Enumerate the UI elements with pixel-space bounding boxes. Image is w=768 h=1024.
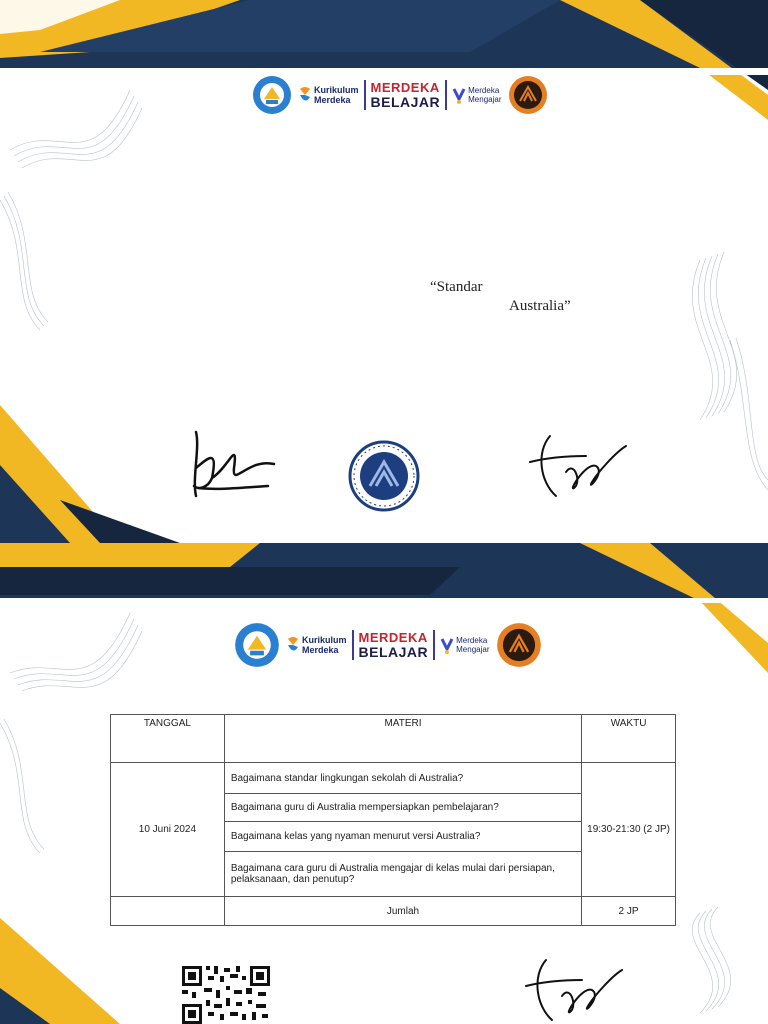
tut-wuri-handayani-logo [234, 622, 280, 668]
merdeka-mengajar-icon [452, 85, 466, 105]
merdeka-belajar-logo [371, 81, 441, 109]
kurikulum-merdeka-logo [286, 635, 347, 655]
merdeka-text: Merdeka [456, 636, 488, 645]
kurikulum-text: Kurikulum [302, 635, 347, 645]
date-cell: 10 Juni 2024 [111, 763, 225, 897]
kurikulum-merdeka-logo [298, 85, 359, 105]
signature-right-page2 [522, 956, 626, 1024]
institution-emblem-logo [496, 622, 542, 668]
topic-cell: Bagaimana cara guru di Australia mengajar di kelas mulai dari persiapan, pelaksanaan, dan penutup? [224, 852, 581, 897]
kurikulum-text: Kurikulum [314, 85, 359, 95]
logo-divider [364, 80, 366, 110]
mengajar-text: Mengajar [456, 645, 490, 654]
empty-cell [111, 897, 225, 926]
table-header-row [111, 715, 676, 763]
merdeka-word: MERDEKA [370, 80, 440, 95]
institution-emblem-logo [508, 75, 548, 115]
merdeka-mengajar-icon [440, 635, 454, 655]
topic-cell: Bagaimana standar lingkungan sekolah di Australia? [224, 763, 581, 794]
merdeka-mengajar-logo [452, 85, 501, 105]
header-waktu: WAKTU [582, 715, 676, 763]
belajar-word: BELAJAR [358, 644, 429, 660]
topic-cell: Bagaimana kelas yang nyaman menurut versi Australia? [224, 822, 581, 852]
university-seal [348, 440, 420, 512]
certificate-quote-line-2: Australia” [509, 298, 571, 314]
mengajar-text: Mengajar [468, 95, 502, 104]
merdeka-text: Merdeka [302, 645, 339, 655]
topic-cell: Bagaimana guru di Australia mempersiapkan pembelajaran? [224, 794, 581, 822]
time-cell: 19:30-21:30 (2 JP) [582, 763, 676, 897]
tut-wuri-handayani-logo [252, 75, 292, 115]
signature-right [526, 432, 630, 500]
schedule-table [110, 714, 676, 926]
table-total-row [111, 897, 676, 926]
merdeka-mengajar-logo [440, 635, 489, 655]
header-materi: MATERI [224, 715, 581, 763]
belajar-word: BELAJAR [370, 94, 441, 110]
logo-row [234, 621, 542, 669]
kurikulum-merdeka-icon [286, 635, 300, 655]
logo-divider [433, 630, 435, 660]
merdeka-text: Merdeka [468, 86, 500, 95]
total-label: Jumlah [224, 897, 581, 926]
logo-row [252, 74, 548, 116]
logo-divider [445, 80, 447, 110]
signature-left [188, 428, 278, 502]
merdeka-word: MERDEKA [358, 630, 428, 645]
logo-divider [352, 630, 354, 660]
merdeka-text: Merdeka [314, 95, 351, 105]
kurikulum-merdeka-icon [298, 85, 312, 105]
total-value: 2 JP [582, 897, 676, 926]
merdeka-belajar-logo [359, 631, 429, 659]
qr-code [180, 964, 272, 1024]
header-tanggal: TANGGAL [111, 715, 225, 763]
table-row [111, 763, 676, 794]
certificate-quote-line-1: “Standar [430, 279, 483, 295]
